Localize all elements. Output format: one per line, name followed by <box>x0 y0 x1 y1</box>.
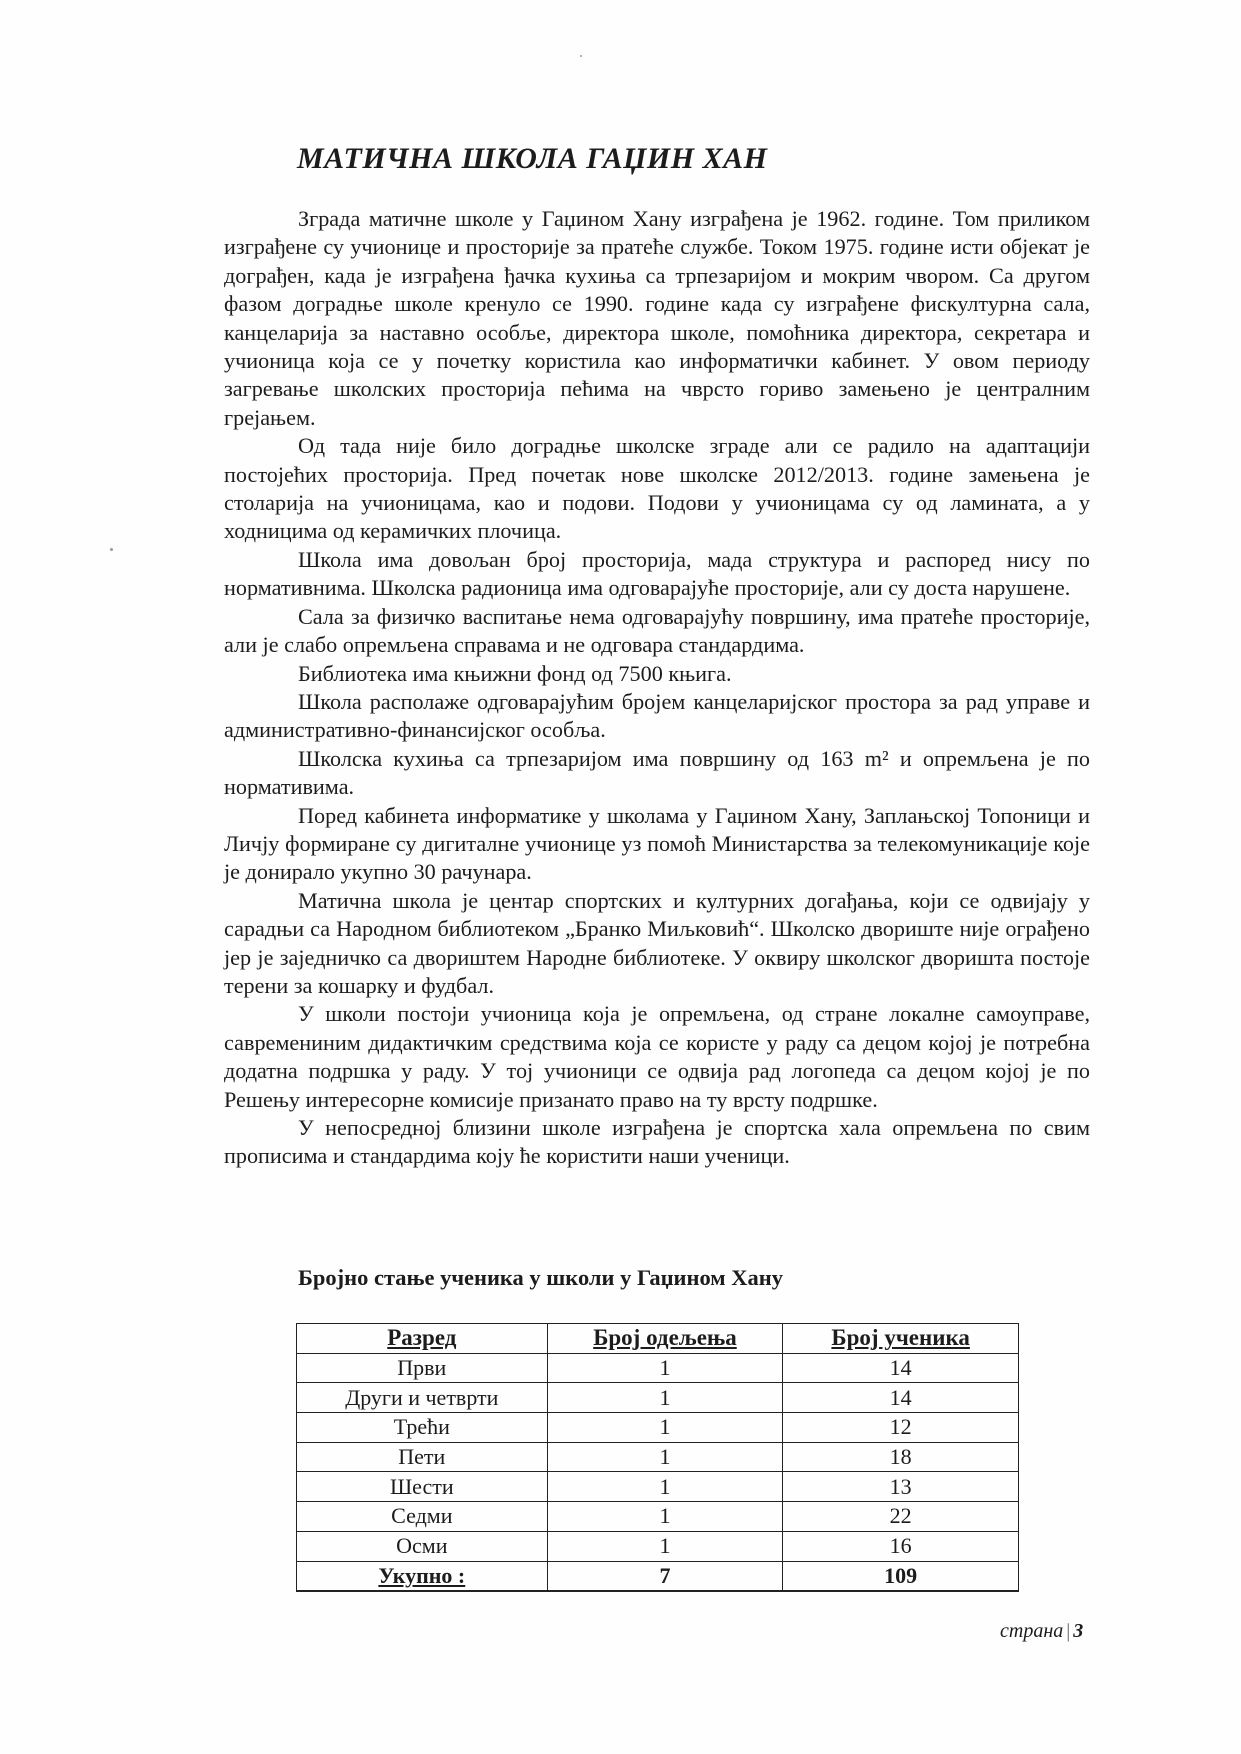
total-classes: 7 <box>547 1561 783 1591</box>
table-row <box>297 1442 1019 1472</box>
paragraph: Матична школа је центар спортских и културних догађања, који се одвијају у сарадњи са Народном библиотеком „Бранко Миљковић“. Школско двориште није ограђено јер је заједничко са двориштем Народне библиотеке. У оквиру школског дворишта постоје терени за кошарку и фудбал. <box>224 887 1090 998</box>
cell-grade: Пети <box>297 1442 548 1472</box>
total-label: Укупно : <box>297 1561 548 1591</box>
cell-students: 12 <box>783 1413 1019 1443</box>
cell-students: 14 <box>783 1353 1019 1383</box>
cell-classes: 1 <box>547 1442 783 1472</box>
paragraph: У непосредној близини школе изграђена је спортска хала опремљена по свим прописима и стандардима коју ће користити наши ученици. <box>224 1115 1090 1169</box>
cell-students: 16 <box>783 1531 1019 1561</box>
cell-classes: 1 <box>547 1353 783 1383</box>
paragraph: Школа има довољан број просторија, мада структура и распоред нису по нормативнима. Школска радионица има одговарајуће просторије, али су доста нарушене. <box>224 546 1090 601</box>
cell-grade: Трећи <box>297 1413 548 1443</box>
cell-students: 14 <box>783 1383 1019 1413</box>
total-students: 109 <box>783 1561 1019 1591</box>
paragraph: Сала за физичко васпитање нема одговарајућу површину, има пратеће просторије, али је слабо опремљена справама и не одговара стандардима. <box>224 603 1090 658</box>
cell-grade: Осми <box>297 1531 548 1561</box>
table-header-row <box>297 1324 1019 1354</box>
page-footer <box>1000 1620 1083 1643</box>
table-row <box>297 1413 1019 1443</box>
page-number: 3 <box>1073 1620 1084 1642</box>
cell-classes: 1 <box>547 1531 783 1561</box>
header-students: Број ученика <box>783 1324 1019 1354</box>
cell-classes: 1 <box>547 1502 783 1532</box>
document-title: МАТИЧНА ШКОЛА ГАЏИН ХАН <box>297 142 768 175</box>
cell-classes: 1 <box>547 1413 783 1443</box>
paragraph: Зграда матичне школе у Гаџином Хану изграђена је 1962. године. Том приликом изграђене су учионице и просторије за пратеће службе. Током 1975. године исти објекат је дограђен, када је изграђена ђачка кухиња са трпезаријом и мокрим чвором. Са другом фазом доградње школе кренуло се 1990. године када су изграђене фискултурна сала, канцеларија за наставно особље, директора школе, помоћника директора, секретара и учионица која се у почетку користила као информатички кабинет. У овом периоду загревање школских просторија пећима на чврсто гориво замењено је централним грејањем. <box>224 206 1090 430</box>
cell-students: 13 <box>783 1472 1019 1502</box>
paragraph: Школа располаже одговарајућим бројем канцеларијског простора за рад управе и административно-финансијског особља. <box>224 688 1090 743</box>
scan-speck <box>580 55 582 57</box>
scan-speck <box>110 548 113 551</box>
cell-students: 22 <box>783 1502 1019 1532</box>
cell-grade: Први <box>297 1353 548 1383</box>
paragraph: Од тада није било доградње школске зграде али се радило на адаптацији постојећих просторија. Пред почетак нове школске 2012/2013. године замењена је столарија на учионицама, као и подови. Подови у учионицама су од ламината, а у ходницима од керамичких плочица. <box>224 433 1090 544</box>
table-row <box>297 1353 1019 1383</box>
paragraph: Поред кабинета информатике у школама у Гаџином Хану, Заплањској Топоници и Личју формиране су дигиталне учионице уз помоћ Министарства за телекомуникације које је донирало укупно 30 рачунара. <box>224 802 1090 885</box>
page-separator: | <box>1066 1620 1071 1642</box>
cell-grade: Други и четврти <box>297 1383 548 1413</box>
table-row <box>297 1383 1019 1413</box>
cell-grade: Седми <box>297 1502 548 1532</box>
table-row <box>297 1472 1019 1502</box>
header-classes: Број одељења <box>547 1324 783 1354</box>
table-row <box>297 1531 1019 1561</box>
student-count-table <box>296 1323 1019 1592</box>
document-body <box>224 205 1090 1171</box>
cell-classes: 1 <box>547 1472 783 1502</box>
cell-classes: 1 <box>547 1383 783 1413</box>
paragraph: Школска кухиња са трпезаријом има површину од 163 m² и опремљена је по нормативима. <box>224 745 1090 800</box>
page-label: страна <box>1000 1620 1064 1642</box>
table-total-row <box>297 1561 1019 1591</box>
table-caption: Бројно стање ученика у школи у Гаџином Хану <box>298 1265 783 1290</box>
cell-students: 18 <box>783 1442 1019 1472</box>
paragraph: У школи постоји учионица која је опремљена, од стране локалне самоуправе, савремениним дидактичким средствима која се користе у раду са децом којој је потребна додатна подршка у раду. У тој учионици се одвија рад логопеда са децом којој је по Решењу интересорне комисије призанато право на ту врсту подршке. <box>224 1001 1090 1112</box>
table-row <box>297 1502 1019 1532</box>
cell-grade: Шести <box>297 1472 548 1502</box>
paragraph: Библиотека има књижни фонд од 7500 књига. <box>298 660 732 686</box>
header-grade: Разред <box>297 1324 548 1354</box>
